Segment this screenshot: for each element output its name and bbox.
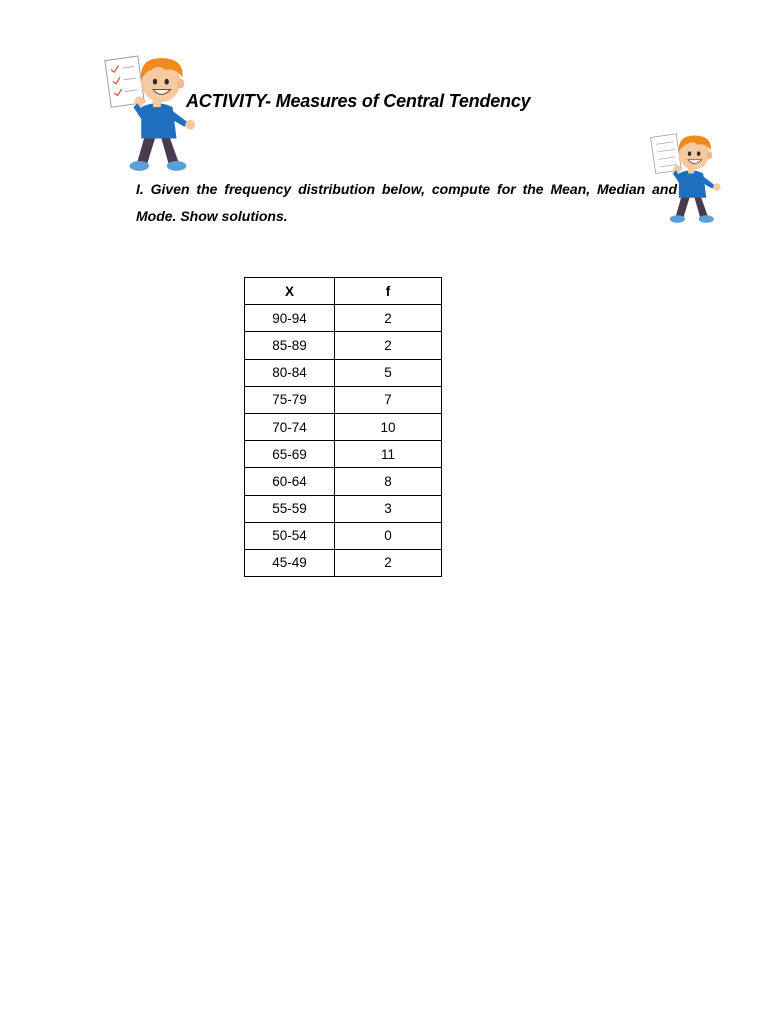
- table-row: [245, 332, 442, 359]
- frequency-cell: 10: [335, 413, 442, 440]
- table-row: [245, 495, 442, 522]
- instruction-text: I. Given the frequency distribution below, compute for the Mean, Median and Mode. Show solutions.: [136, 181, 677, 224]
- class-interval-cell: 75-79: [245, 386, 335, 413]
- frequency-cell: 7: [335, 386, 442, 413]
- table-row: [245, 305, 442, 332]
- table-row: [245, 441, 442, 468]
- frequency-cell: 2: [335, 305, 442, 332]
- class-interval-cell: 65-69: [245, 441, 335, 468]
- class-interval-cell: 80-84: [245, 359, 335, 386]
- class-interval-cell: 70-74: [245, 413, 335, 440]
- table-row: [245, 359, 442, 386]
- class-interval-cell: 85-89: [245, 332, 335, 359]
- column-header-x: X: [245, 278, 335, 305]
- boy-holding-paper-illustration: [104, 52, 202, 174]
- table-row: [245, 413, 442, 440]
- class-interval-cell: 90-94: [245, 305, 335, 332]
- frequency-cell: 2: [335, 332, 442, 359]
- table-row: [245, 386, 442, 413]
- table-row: [245, 549, 442, 576]
- class-interval-cell: 50-54: [245, 522, 335, 549]
- table-row: [245, 522, 442, 549]
- frequency-cell: 11: [335, 441, 442, 468]
- frequency-cell: 8: [335, 468, 442, 495]
- table-header-row: [245, 278, 442, 305]
- frequency-cell: 2: [335, 549, 442, 576]
- class-interval-cell: 60-64: [245, 468, 335, 495]
- activity-title: ACTIVITY- Measures of Central Tendency: [186, 91, 531, 111]
- class-interval-cell: 45-49: [245, 549, 335, 576]
- class-interval-cell: 55-59: [245, 495, 335, 522]
- frequency-cell: 3: [335, 495, 442, 522]
- table-row: [245, 468, 442, 495]
- column-header-f: f: [335, 278, 442, 305]
- frequency-cell: 0: [335, 522, 442, 549]
- frequency-distribution-table: [244, 277, 442, 577]
- frequency-cell: 5: [335, 359, 442, 386]
